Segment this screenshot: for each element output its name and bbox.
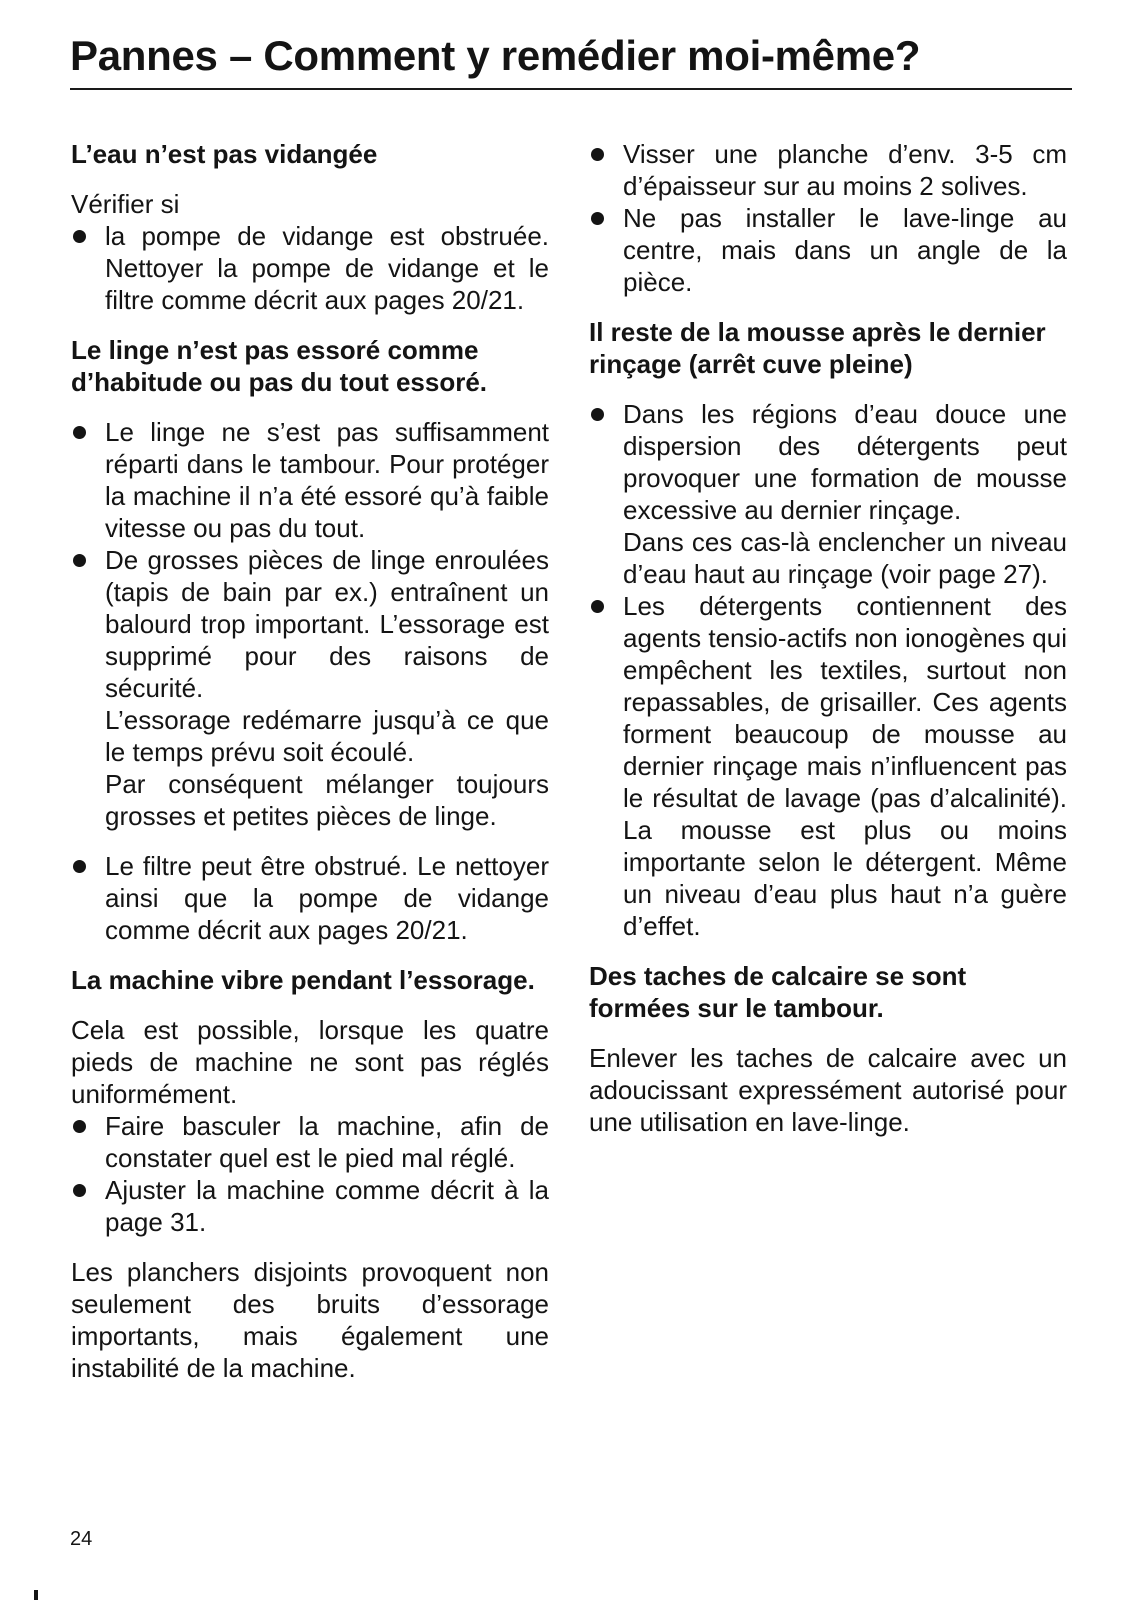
heading-foam-remains: Il reste de la mousse après le dernier rinçage (arrêt cuve pleine) <box>589 317 1046 379</box>
right-column <box>589 138 1067 1156</box>
floor-note: Les planchers disjoints provoquent non seulement des bruits d’essorage importants, mais également une instabilité de la machine. <box>71 1257 549 1383</box>
bullet-icon <box>591 600 604 613</box>
list-item: Ne pas installer le lave-linge au centre, mais dans un angle de la pièce. <box>589 202 1067 298</box>
list-drain-checks <box>71 220 549 316</box>
page-title: Pannes – Comment y remédier moi-même? <box>70 32 921 79</box>
bullet-icon <box>73 1184 86 1197</box>
bullet-icon <box>591 148 604 161</box>
list-item: De grosses pièces de linge enroulées (tapis de bain par ex.) entraînent un balourd trop important. L’essorage est supprimé pour des raisons de sécurité. L’essorage redémarre jusqu’à ce que le temps prévu soit écoulé. Par conséquent mélanger toujours grosses et petites pièces de linge. <box>71 544 549 832</box>
heading-limescale: Des taches de calcaire se sont formées sur le tambour. <box>589 961 967 1023</box>
list-item: Le linge ne s’est pas suffisamment réparti dans le tambour. Pour protéger la machine il n’a été essoré qu’à faible vitesse ou pas du tout. <box>71 416 549 544</box>
list-item: Le filtre peut être obstrué. Le nettoyer ainsi que la pompe de vidange comme décrit aux pages 20/21. <box>71 850 549 946</box>
list-item: Faire basculer la machine, afin de constater quel est le pied mal réglé. <box>71 1110 549 1174</box>
bullet-icon <box>73 860 86 873</box>
list-vibration-fixes <box>71 1110 549 1238</box>
heading-machine-vibrates: La machine vibre pendant l’essorage. <box>71 965 535 995</box>
page-number: 24 <box>70 1528 93 1550</box>
check-intro: Vérifier si <box>71 189 180 219</box>
list-item: Dans les régions d’eau douce une dispersion des détergents peut provoquer une formation de mousse excessive au dernier rinçage. Dans ces cas-là enclencher un niveau d’eau haut au rinçage (voir page 27). <box>589 398 1067 590</box>
list-foam-causes <box>589 398 1067 942</box>
list-item: Les détergents contiennent des agents tensio-actifs non ionogènes qui empêchent les textiles, surtout non repassables, de grisailler. Ces agents forment beaucoup de mousse au dernier rinçage mais n’influencent pas le résultat de lavage (pas d’alcalinité). La mousse est plus ou moins importante selon le détergent. Même un niveau d’eau plus haut n’a guère d’effet. <box>589 590 1067 942</box>
list-spin-causes <box>71 416 549 832</box>
title-divider <box>70 88 1072 90</box>
bullet-icon <box>73 230 86 243</box>
list-filter <box>71 850 549 946</box>
vibration-intro: Cela est possible, lorsque les quatre pieds de machine ne sont pas réglés uniformément. <box>71 1015 549 1109</box>
heading-not-spun: Le linge n’est pas essoré comme d’habitude ou pas du tout essoré. <box>71 335 488 397</box>
left-column <box>71 138 549 1402</box>
bullet-icon <box>591 212 604 225</box>
bullet-icon <box>73 1120 86 1133</box>
heading-water-not-drained: L’eau n’est pas vidangée <box>71 139 378 169</box>
list-floor-fixes <box>589 138 1067 298</box>
scan-mark <box>34 1590 38 1600</box>
list-item: Ajuster la machine comme décrit à la page 31. <box>71 1174 549 1238</box>
limescale-text: Enlever les taches de calcaire avec un adoucissant expressément autorisé pour une utilisation en lave-linge. <box>589 1043 1067 1137</box>
list-item: la pompe de vidange est obstruée. Nettoyer la pompe de vidange et le filtre comme décrit aux pages 20/21. <box>71 220 549 316</box>
bullet-icon <box>591 408 604 421</box>
bullet-icon <box>73 554 86 567</box>
list-item: Visser une planche d’env. 3-5 cm d’épaisseur sur au moins 2 solives. <box>589 138 1067 202</box>
bullet-icon <box>73 426 86 439</box>
